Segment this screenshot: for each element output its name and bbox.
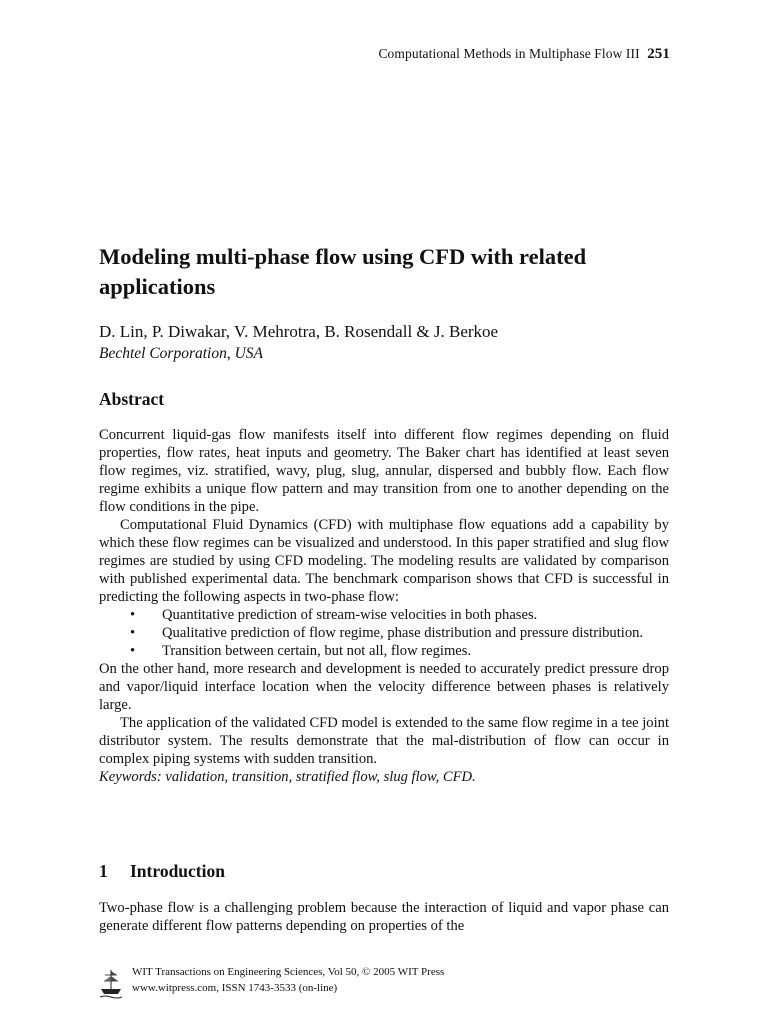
abstract-paragraph-3: On the other hand, more research and development is needed to accurately predict pressure drop and vapor/liquid interface location when the velocity difference between phases is relatively large. — [99, 661, 669, 713]
abstract-bullet-list — [99, 606, 669, 660]
abstract-paragraph-1: Concurrent liquid-gas flow manifests itself into different flow regimes depending on fluid properties, flow rates, heat inputs and geometry. The Baker chart has identified at least seven flow regimes, viz. stratified, wavy, plug, slug, annular, dispersed and bubbly flow. Each flow regime exhibits a unique flow pattern and may transition from one to another depending on the flow conditions in the pipe. — [99, 427, 669, 515]
abstract-paragraph-4: The application of the validated CFD model is extended to the same flow regime in a tee joint distributor system. The results demonstrate that the mal-distribution of flow can occur in complex piping systems with sudden transition. — [99, 715, 669, 767]
journal-name: Computational Methods in Multiphase Flow III — [378, 46, 640, 61]
bullet-icon: • — [130, 625, 136, 641]
running-header — [378, 46, 670, 63]
abstract-body — [99, 426, 669, 786]
introduction-body — [99, 899, 669, 935]
footer-copyright: WIT Transactions on Engineering Sciences, Vol 50, © 2005 WIT Press — [132, 966, 445, 978]
list-item: • Transition between certain, but not all, flow regimes. — [130, 643, 472, 659]
bullet-icon: • — [130, 643, 136, 659]
list-item: • Qualitative prediction of flow regime, phase distribution and pressure distribution. — [130, 625, 644, 641]
page-number: 251 — [647, 46, 670, 62]
abstract-heading: Abstract — [99, 389, 165, 409]
affiliation: Bechtel Corporation, USA — [99, 345, 264, 362]
introduction-paragraph-1: Two-phase flow is a challenging problem because the interaction of liquid and vapor phase can generate different flow patterns depending on properties of the — [99, 900, 669, 934]
wit-press-ship-logo-icon — [99, 967, 123, 999]
abstract-paragraph-2: Computational Fluid Dynamics (CFD) with multiphase flow equations add a capability by which these flow regimes can be visualized and understood. In this paper stratified and slug flow regimes are studied by using CFD modeling. The modeling results are validated by comparison with published experimental data. The benchmark comparison shows that CFD is successful in predicting the following aspects in two-phase flow: — [99, 517, 669, 605]
author-list: D. Lin, P. Diwakar, V. Mehrotra, B. Rosendall & J. Berkoe — [99, 322, 499, 341]
section-heading-introduction — [99, 861, 225, 882]
bullet-icon: • — [130, 607, 136, 623]
paper-title: Modeling multi-phase flow using CFD with related applications — [99, 244, 587, 299]
keywords: Keywords: validation, transition, stratified flow, slug flow, CFD. — [99, 769, 476, 785]
section-number: 1 — [99, 861, 108, 881]
footer-issn: www.witpress.com, ISSN 1743-3533 (on-line) — [132, 982, 338, 994]
page-footer — [99, 964, 499, 1004]
list-item: • Quantitative prediction of stream-wise velocities in both phases. — [130, 607, 538, 623]
section-title: Introduction — [130, 861, 225, 881]
